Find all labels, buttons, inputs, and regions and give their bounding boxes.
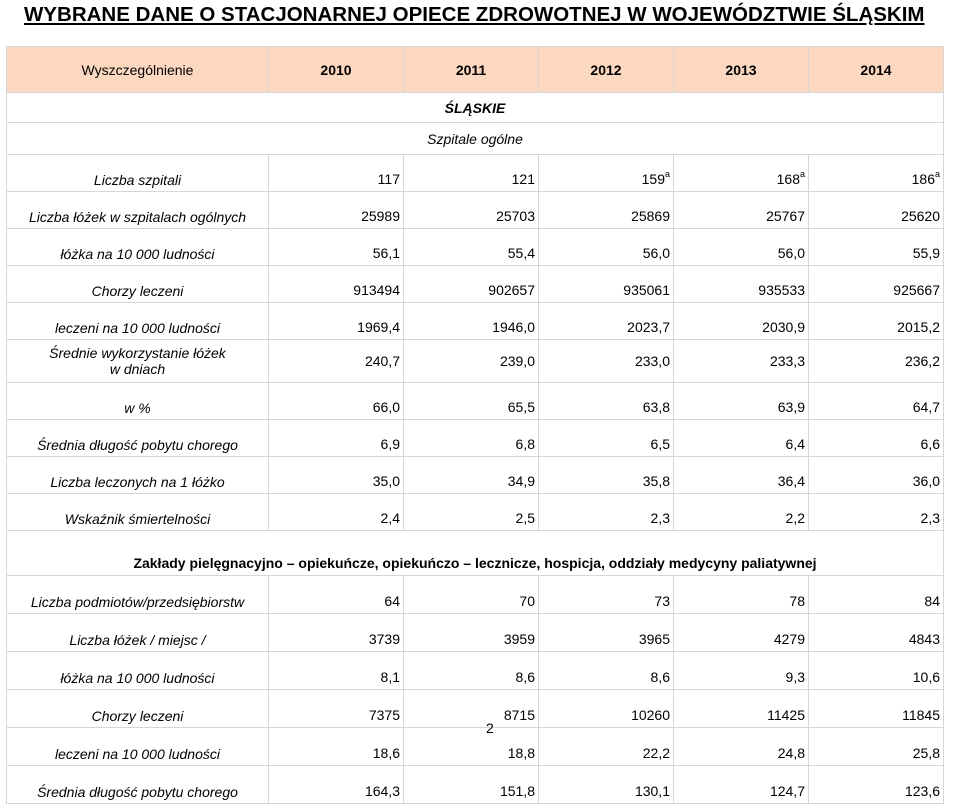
cell-value: 3959 (503, 631, 535, 647)
header-row (7, 47, 944, 93)
footnote-marker: a (934, 169, 940, 179)
data-cell (674, 494, 809, 531)
data-cell (674, 266, 809, 303)
row-label: leczeni na 10 000 ludności (7, 303, 269, 340)
cell-value: 6,9 (380, 436, 400, 452)
data-cell (269, 576, 404, 614)
cell-value: 65,5 (507, 399, 535, 415)
cell-value: 70 (519, 593, 535, 609)
header-year: 2012 (539, 47, 674, 93)
cell-value: 35,8 (642, 473, 670, 489)
row-label: leczeni na 10 000 ludności (7, 728, 269, 766)
data-cell (539, 303, 674, 340)
footnote-marker: a (664, 169, 670, 179)
table-row (7, 457, 944, 494)
data-cell (674, 457, 809, 494)
cell-value: 25989 (361, 208, 400, 224)
data-cell (269, 229, 404, 266)
row-label: Chorzy leczeni (7, 690, 269, 728)
data-cell (674, 576, 809, 614)
region-row (7, 93, 944, 123)
data-cell (809, 266, 944, 303)
cell-value: 8,1 (380, 669, 400, 685)
cell-value: 8,6 (650, 669, 670, 685)
row-label: Liczba leczonych na 1 łóżko (7, 457, 269, 494)
data-cell (269, 155, 404, 192)
data-cell (539, 457, 674, 494)
data-cell (269, 728, 404, 766)
row-label: Liczba podmiotów/przedsiębiorstw (7, 576, 269, 614)
data-cell (539, 766, 674, 804)
data-cell (404, 303, 539, 340)
cell-value: 159 (641, 171, 665, 187)
cell-value: 25,8 (912, 745, 940, 761)
data-cell (539, 420, 674, 457)
cell-value: 240,7 (364, 353, 400, 369)
data-cell (674, 690, 809, 728)
table-row (7, 652, 944, 690)
data-cell (809, 457, 944, 494)
row-label: łóżka na 10 000 ludności (7, 229, 269, 266)
data-cell (269, 266, 404, 303)
cell-value: 239,0 (499, 353, 535, 369)
cell-value: 55,4 (507, 245, 535, 261)
data-cell (674, 340, 809, 383)
data-cell (269, 494, 404, 531)
cell-value: 2,2 (785, 510, 805, 526)
table-row (7, 420, 944, 457)
section-header-row (7, 123, 944, 155)
cell-value: 3739 (368, 631, 400, 647)
data-cell (404, 155, 539, 192)
data-cell (674, 303, 809, 340)
data-cell (539, 690, 674, 728)
row-label-line: w dniach (109, 361, 166, 377)
cell-value: 186 (911, 171, 935, 187)
data-cell (404, 576, 539, 614)
table-row (7, 766, 944, 804)
cell-value: 935061 (623, 282, 670, 298)
page-title: WYBRANE DANE O STACJONARNEJ OPIECE ZDROWOTNEJ W WOJEWÓDZTWIE ŚLĄSKIM (24, 3, 925, 26)
data-cell (809, 420, 944, 457)
cell-value: 233,3 (769, 353, 805, 369)
table-row (7, 728, 944, 766)
cell-value: 36,0 (912, 473, 940, 489)
header-year: 2011 (404, 47, 539, 93)
cell-value: 64,7 (912, 399, 940, 415)
data-cell (539, 652, 674, 690)
cell-value: 117 (377, 171, 400, 187)
data-cell (809, 494, 944, 531)
row-label: Liczba łóżek w szpitalach ogólnych (7, 192, 269, 229)
section-title: Zakłady pielęgnacyjno – opiekuńcze, opiekuńczo – lecznicze, hospicja, oddziały medycyny paliatywnej (7, 531, 944, 576)
cell-value: 64 (384, 593, 400, 609)
row-label: w % (7, 383, 269, 420)
cell-value: 34,9 (507, 473, 535, 489)
cell-value: 35,0 (372, 473, 400, 489)
cell-value: 22,2 (642, 745, 670, 761)
region-title: ŚLĄSKIE (7, 93, 944, 123)
data-cell (674, 229, 809, 266)
cell-value: 63,9 (777, 399, 805, 415)
data-cell (269, 457, 404, 494)
header-year: 2013 (674, 47, 809, 93)
data-cell (269, 690, 404, 728)
cell-value: 55,9 (912, 245, 940, 261)
row-label: Liczba szpitali (7, 155, 269, 192)
data-cell (539, 614, 674, 652)
data-cell (809, 383, 944, 420)
cell-value: 2,4 (380, 510, 400, 526)
row-label (7, 340, 269, 383)
row-label-line: Średnie wykorzystanie łóżek (49, 345, 226, 361)
page-number: 2 (486, 720, 494, 736)
table-row (7, 690, 944, 728)
cell-value: 130,1 (634, 783, 670, 799)
cell-value: 121 (511, 171, 535, 187)
cell-value: 25767 (766, 208, 805, 224)
data-cell (674, 155, 809, 192)
cell-value: 18,6 (372, 745, 400, 761)
row-label: łóżka na 10 000 ludności (7, 652, 269, 690)
section-header-row (7, 531, 944, 576)
data-cell (269, 303, 404, 340)
data-cell (674, 192, 809, 229)
cell-value: 151,8 (499, 783, 535, 799)
data-cell (269, 652, 404, 690)
table-row (7, 340, 944, 383)
cell-value: 66,0 (372, 399, 400, 415)
cell-value: 25703 (496, 208, 535, 224)
data-cell (674, 652, 809, 690)
cell-value: 935533 (758, 282, 805, 298)
data-cell (539, 192, 674, 229)
data-cell (674, 420, 809, 457)
data-cell (269, 340, 404, 383)
cell-value: 56,0 (642, 245, 670, 261)
data-cell (809, 155, 944, 192)
row-label: Średnia długość pobytu chorego (7, 420, 269, 457)
cell-value: 36,4 (777, 473, 805, 489)
cell-value: 2015,2 (897, 319, 940, 335)
data-cell (809, 614, 944, 652)
header-label: Wyszczególnienie (7, 47, 269, 93)
data-cell (539, 340, 674, 383)
data-cell (404, 652, 539, 690)
data-cell (404, 766, 539, 804)
data-cell (809, 303, 944, 340)
header-year: 2010 (269, 47, 404, 93)
data-cell (809, 340, 944, 383)
data-cell (404, 192, 539, 229)
cell-value: 1969,4 (357, 319, 400, 335)
cell-value: 8715 (503, 707, 535, 723)
cell-value: 24,8 (777, 745, 805, 761)
data-cell (404, 340, 539, 383)
data-cell (404, 494, 539, 531)
cell-value: 84 (924, 593, 940, 609)
cell-value: 73 (654, 593, 670, 609)
cell-value: 78 (789, 593, 805, 609)
data-cell (539, 728, 674, 766)
data-cell (809, 229, 944, 266)
cell-value: 2023,7 (627, 319, 670, 335)
table-row (7, 192, 944, 229)
cell-value: 11845 (902, 707, 940, 723)
data-cell (809, 690, 944, 728)
table-row (7, 576, 944, 614)
data-cell (269, 766, 404, 804)
data-cell (269, 383, 404, 420)
data-cell (404, 614, 539, 652)
cell-value: 18,8 (507, 745, 535, 761)
data-cell (809, 652, 944, 690)
cell-value: 2,3 (920, 510, 940, 526)
data-cell (539, 576, 674, 614)
cell-value: 6,4 (785, 436, 805, 452)
cell-value: 3965 (638, 631, 670, 647)
cell-value: 10,6 (912, 669, 940, 685)
row-label: Średnia długość pobytu chorego (7, 766, 269, 804)
data-cell (809, 576, 944, 614)
cell-value: 4843 (908, 631, 940, 647)
table-row (7, 155, 944, 192)
data-cell (674, 766, 809, 804)
cell-value: 233,0 (634, 353, 670, 369)
data-cell (404, 420, 539, 457)
row-label: Chorzy leczeni (7, 266, 269, 303)
table-row (7, 494, 944, 531)
cell-value: 56,0 (777, 245, 805, 261)
data-cell (404, 383, 539, 420)
cell-value: 11425 (767, 707, 805, 723)
cell-value: 25620 (901, 208, 940, 224)
data-cell (809, 192, 944, 229)
data-cell (404, 229, 539, 266)
cell-value: 6,6 (920, 436, 940, 452)
data-cell (269, 614, 404, 652)
data-cell (404, 690, 539, 728)
data-cell (269, 420, 404, 457)
footnote-marker: a (799, 169, 805, 179)
data-cell (539, 229, 674, 266)
data-cell (539, 383, 674, 420)
cell-value: 168 (776, 171, 800, 187)
data-cell (404, 728, 539, 766)
data-cell (809, 766, 944, 804)
cell-value: 1946,0 (492, 319, 535, 335)
data-cell (674, 383, 809, 420)
table-row (7, 229, 944, 266)
cell-value: 2,5 (515, 510, 535, 526)
data-cell (674, 614, 809, 652)
cell-value: 4279 (773, 631, 805, 647)
table-row (7, 266, 944, 303)
table-row (7, 303, 944, 340)
data-cell (404, 457, 539, 494)
cell-value: 63,8 (642, 399, 670, 415)
data-cell (809, 728, 944, 766)
row-label: Wskaźnik śmiertelności (7, 494, 269, 531)
cell-value: 925667 (893, 282, 940, 298)
data-cell (539, 494, 674, 531)
section-title: Szpitale ogólne (7, 123, 944, 155)
cell-value: 2030,9 (762, 319, 805, 335)
data-cell (404, 266, 539, 303)
cell-value: 8,6 (515, 669, 535, 685)
cell-value: 164,3 (364, 783, 400, 799)
data-cell (539, 155, 674, 192)
cell-value: 56,1 (372, 245, 400, 261)
cell-value: 25869 (631, 208, 670, 224)
cell-value: 9,3 (785, 669, 805, 685)
data-cell (539, 266, 674, 303)
cell-value: 123,6 (904, 783, 940, 799)
header-year: 2014 (809, 47, 944, 93)
cell-value: 6,5 (650, 436, 670, 452)
cell-value: 2,3 (650, 510, 670, 526)
data-cell (269, 192, 404, 229)
cell-value: 902657 (488, 282, 535, 298)
row-label: Liczba łóżek / miejsc / (7, 614, 269, 652)
table-row (7, 614, 944, 652)
cell-value: 7375 (368, 707, 400, 723)
cell-value: 913494 (353, 282, 400, 298)
cell-value: 10260 (631, 707, 670, 723)
table-row (7, 383, 944, 420)
cell-value: 6,8 (515, 436, 535, 452)
cell-value: 124,7 (769, 783, 805, 799)
cell-value: 236,2 (904, 353, 940, 369)
data-cell (674, 728, 809, 766)
statistics-table (6, 46, 944, 804)
